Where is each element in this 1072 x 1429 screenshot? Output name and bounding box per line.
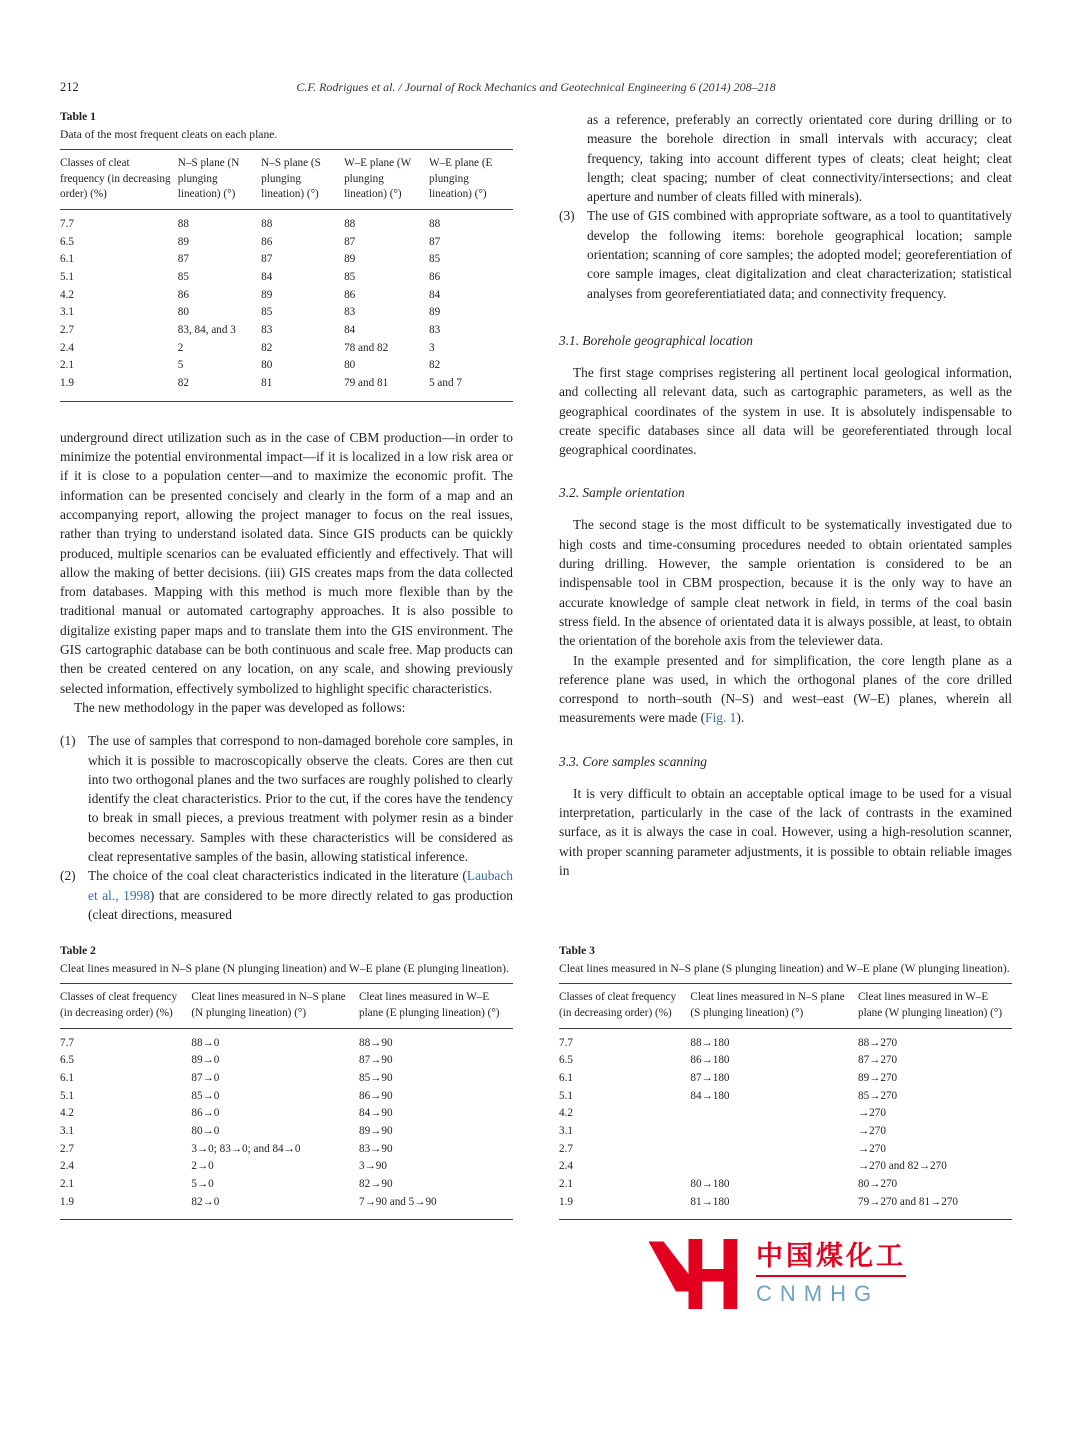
table-cell: 2.7 — [60, 1142, 74, 1155]
page-header — [60, 80, 1012, 95]
list-item-1 — [60, 731, 513, 866]
list-item-3 — [559, 206, 1012, 302]
text-fragment: ). — [736, 710, 745, 726]
table-cell: 82 — [177, 377, 189, 390]
table-cell: 85→270 — [857, 1089, 898, 1102]
paragraph: underground direct utilization such as in the case of CBM production—in order to minimize the potential environmental impact—if it is localized in a low risk area or if it is close to a population center—and to maximize the economic profit. The information can be presented concisely and clearly in the form of a map and an accompanying report, allowing the project manager to focus on the real issues, rather than trying to understand isolated data. Since GIS products can be quickly produced, multiple scenarios can be evaluated efficiently and effectively. That will allow the making of better decisions. (iii) GIS creates maps from the data collected from databases. Mapping with this method is much more flexible than by the traditional manual or automated cartography approaches. It is also possible to digitalize existing paper maps and to translate them into the GIS environment. The GIS cartographic database can be both continuous and scale free. Map products can then be created centered on any location, on any scale, and showing previously selected information, effectively symbolized to highlight specific characteristics. — [60, 429, 513, 696]
table-cell: 1.9 — [559, 1195, 573, 1208]
table-cell: 7.7 — [60, 1036, 74, 1049]
page-number: 212 — [60, 80, 79, 94]
column-header: Classes of cleat frequency (in decreasing order) (%) — [60, 150, 178, 210]
table-cell: 6.5 — [559, 1054, 573, 1067]
table3 — [559, 983, 1012, 1220]
watermark-logo-icon — [646, 1236, 746, 1312]
text-fragment: In the example presented and for simplification, the core length plane as a reference plane was used, in which the orthogonal planes of the core drilled correspond to north–south (N–S) and west–east (W–E) planes, wherein all measurements were made ( — [559, 652, 1012, 726]
table-cell: 87→90 — [358, 1054, 393, 1067]
table-cell: 85→90 — [358, 1071, 393, 1084]
citation-link-laubach[interactable]: Laubach et al., 1998 — [88, 868, 513, 903]
column-header: N–S plane (N plunging lineation) (°) — [178, 150, 261, 210]
table-cell: 6.5 — [60, 235, 74, 248]
table-row — [60, 1070, 513, 1088]
list-item-text: The use of GIS combined with appropriate software, as a tool to quantitatively develop the following items: borehole geographical location; sample orientation; scanning of core samples; the adopted model; georeferentiation of core sample images, cleat digitalization and cleat characterization; statistical analyses from georeferentiatiated data; and connectivity frequency. — [587, 208, 1012, 301]
table-cell: 87 — [261, 253, 273, 266]
table-cell: 3→0; 83→0; and 84→0 — [191, 1142, 301, 1155]
table-cell: 86 — [261, 235, 273, 248]
section-heading-3-1: 3.1. Borehole geographical location — [559, 332, 754, 348]
table-cell: 85→0 — [191, 1089, 220, 1102]
right-column — [559, 110, 1012, 924]
table-row — [60, 1194, 513, 1220]
table-row — [60, 322, 513, 340]
table-cell: 85 — [177, 271, 189, 284]
column-header: Cleat lines measured in N–S plane (N plunging lineation) (°) — [191, 984, 359, 1028]
column-header: Cleat lines measured in W–E plane (W plunging lineation) (°) — [858, 984, 1012, 1028]
list-number: (2) — [60, 868, 76, 884]
list-item-2 — [60, 866, 513, 924]
table-row — [559, 1194, 1012, 1220]
list-number: (1) — [60, 733, 76, 749]
table-cell: 80→180 — [690, 1178, 730, 1190]
table-header-row — [60, 984, 513, 1028]
table-cell: 2.1 — [60, 359, 74, 372]
bottom-tables — [60, 944, 1012, 1246]
table-row — [60, 210, 513, 234]
table-cell: 87→0 — [191, 1071, 220, 1084]
list-item-text: The use of samples that correspond to non-damaged borehole core samples, in which it is possible to macroscopically observe the cleats. Cores are then cut into two orthogonal planes and the two surfaces are roughly polished to clearly identify the cleat characteristics. Prior to the cut, if the cores have the tendency to break in small pieces, a previous treatment with polymer resin as a binder becomes necessary. Samples with these characteristics will be considered as cleat representative samples of the basin, allowing statistical inference. — [88, 733, 513, 865]
table-cell: 87→180 — [690, 1071, 730, 1084]
table-cell: 87 — [429, 235, 441, 248]
table-cell: 84→180 — [690, 1089, 730, 1102]
table-cell: 6.1 — [60, 1071, 74, 1084]
table-cell: 89→90 — [358, 1124, 393, 1137]
table-cell: 87 — [344, 235, 356, 248]
table-cell: →270 and 82→270 — [857, 1160, 947, 1173]
text-fragment: ) that are considered to be more directly related to gas production (cleat directions, measured — [88, 887, 513, 922]
column-header: Classes of cleat frequency (in decreasing order) (%) — [559, 984, 690, 1028]
table3-column — [559, 944, 1012, 1246]
table-row — [559, 1176, 1012, 1194]
table-cell: 6.1 — [559, 1071, 573, 1084]
section-heading-3-3: 3.3. Core samples scanning — [559, 753, 707, 769]
table-cell: 85 — [429, 253, 441, 266]
table2-caption: Cleat lines measured in N–S plane (N plunging lineation) and W–E plane (E plunging lineation). — [60, 962, 509, 976]
table2-label: Table 2 — [60, 944, 96, 958]
table-cell: 7.7 — [559, 1036, 573, 1049]
table-cell: 3.1 — [559, 1124, 573, 1137]
table-cell: 81→180 — [690, 1195, 730, 1208]
table-row — [60, 251, 513, 269]
table-cell: 5→0 — [191, 1178, 214, 1190]
watermark — [646, 1236, 906, 1312]
table-row — [60, 1088, 513, 1106]
table-row — [60, 1158, 513, 1176]
table-cell — [690, 1141, 858, 1159]
table-cell: 82→0 — [191, 1195, 220, 1208]
table-cell: 88→180 — [690, 1036, 730, 1049]
list-number: (3) — [559, 208, 575, 224]
table-cell — [690, 1105, 858, 1123]
table-cell: 89 — [177, 235, 189, 248]
table-cell: 2 — [177, 341, 184, 354]
table-row — [559, 1028, 1012, 1052]
table-cell: 88→270 — [857, 1036, 898, 1049]
page-content — [60, 110, 1012, 1246]
table-row — [559, 1105, 1012, 1123]
table-cell: 84→90 — [358, 1107, 393, 1120]
table-cell: 79 and 81 — [344, 377, 389, 390]
table-cell: 5 and 7 — [429, 377, 462, 390]
table-cell: 85 — [261, 306, 273, 319]
table-cell: 1.9 — [60, 377, 74, 390]
table-cell: 80 — [261, 359, 273, 372]
table-cell: 80 — [344, 359, 356, 372]
table-cell: 2.7 — [559, 1142, 573, 1155]
list-item-2-continuation: as a reference, preferably an correctly orientated core during drilling or to measure the borehole direction in small intervals with accuracy; cleat frequency, taking into account different types of cleats; cleat height; cleat length; cleat spacing; number of cleat connectivity/intersections; and cleat aperture and number of cleats filled with minerals). — [587, 112, 1012, 205]
table-cell: 80→0 — [191, 1124, 220, 1137]
table-cell: 82→90 — [358, 1178, 393, 1190]
column-header: N–S plane (S plunging lineation) (°) — [261, 150, 344, 210]
table-cell: 86 — [344, 288, 356, 301]
main-columns — [60, 110, 1012, 924]
column-header: W–E plane (W plunging lineation) (°) — [344, 150, 429, 210]
watermark-chinese-text: 中国煤化工 — [756, 1242, 906, 1277]
table2 — [60, 983, 513, 1220]
table-row — [60, 287, 513, 305]
column-header: Cleat lines measured in W–E plane (E plunging lineation) (°) — [359, 984, 513, 1028]
table-row — [559, 1088, 1012, 1106]
table-cell: 2.4 — [60, 341, 74, 354]
table2-column — [60, 944, 513, 1246]
table-header-row — [559, 984, 1012, 1028]
table-row — [559, 1123, 1012, 1141]
table-cell — [690, 1158, 858, 1176]
table-row — [559, 1070, 1012, 1088]
table1 — [60, 149, 513, 402]
table-cell: 1.9 — [60, 1195, 74, 1208]
table-cell: 87 — [177, 253, 189, 266]
table-row — [60, 1123, 513, 1141]
section-heading-3-2: 3.2. Sample orientation — [559, 485, 685, 501]
table-cell: 84 — [344, 324, 356, 337]
table-cell: 88→90 — [358, 1036, 393, 1049]
table1-label: Table 1 — [60, 110, 96, 123]
table-row — [559, 1158, 1012, 1176]
table-cell: 2→0 — [191, 1160, 214, 1173]
table-row — [60, 1105, 513, 1123]
table3-block — [559, 944, 1012, 1220]
table-row — [60, 1176, 513, 1194]
table-cell: 4.2 — [60, 288, 74, 301]
text-fragment: The choice of the coal cleat characteristics indicated in the literature ( — [88, 868, 467, 884]
table3-caption: Cleat lines measured in N–S plane (S plunging lineation) and W–E plane (W plunging lineation). — [559, 962, 1010, 976]
table-cell: 85 — [344, 271, 356, 284]
table-cell: 2.7 — [60, 324, 74, 337]
table-cell: 2.4 — [60, 1160, 74, 1173]
table-cell: 2.1 — [60, 1178, 74, 1190]
table-cell: 2.4 — [559, 1160, 573, 1173]
list-item-text — [88, 868, 513, 922]
table-cell: 83 — [429, 324, 441, 337]
table-cell: 86 — [177, 288, 189, 301]
table-row — [60, 269, 513, 287]
figure-link-fig1[interactable]: Fig. 1 — [705, 710, 737, 726]
table-cell: 89 — [344, 253, 356, 266]
table-cell: 84 — [429, 288, 441, 301]
table-row — [60, 234, 513, 252]
table-row — [60, 1028, 513, 1052]
table-cell: 2.1 — [559, 1178, 573, 1190]
table-cell — [690, 1123, 858, 1141]
table-cell: 88 — [261, 218, 273, 231]
table-row — [60, 340, 513, 358]
table-cell: 86 — [429, 271, 441, 284]
table-cell: 5.1 — [60, 271, 74, 284]
table-cell: 83 — [261, 324, 273, 337]
table-cell: 79→270 and 81→270 — [857, 1195, 959, 1208]
table-cell: 5.1 — [559, 1089, 573, 1102]
table-cell: 88→0 — [191, 1036, 220, 1049]
table-row — [559, 1052, 1012, 1070]
table-row — [60, 357, 513, 375]
column-header: Classes of cleat frequency (in decreasing order) (%) — [60, 984, 191, 1028]
table-cell: 3.1 — [60, 306, 74, 319]
paragraph: The first stage comprises registering all pertinent local geological information, and collecting all relevant data, such as cartographic parameters, as well as the geographical coordinates of the system in use. It is absolutely indispensable to create specific databases since all data will be georeferentiated through local geographical coordinates. — [559, 364, 1012, 458]
table-cell: 4.2 — [559, 1107, 573, 1120]
paragraph — [559, 651, 1012, 728]
table-cell: 3→90 — [358, 1160, 387, 1173]
table-cell: 6.5 — [60, 1054, 74, 1067]
table-cell: 89 — [261, 288, 273, 301]
table3-label: Table 3 — [559, 944, 595, 958]
table-cell: 83→90 — [358, 1142, 393, 1155]
table2-block — [60, 944, 513, 1220]
table-cell: 5.1 — [60, 1089, 74, 1102]
table-cell: 80 — [177, 306, 189, 319]
table-cell: 84 — [261, 271, 273, 284]
table-cell: →270 — [857, 1107, 886, 1120]
table-header-row — [60, 150, 513, 210]
paragraph: It is very difficult to obtain an acceptable optical image to be used for a visual interpretation, particularly in the case of the lack of contrasts in the examined surface, as it is always the case in coal. However, using a high-resolution scanner, with proper scanning parameter adjustments, it is possible to obtain reliable images in — [559, 785, 1012, 878]
table-cell: 5 — [177, 359, 184, 372]
table-cell: 7.7 — [60, 218, 74, 231]
table-row — [60, 1141, 513, 1159]
table-row — [559, 1141, 1012, 1159]
table-row — [60, 375, 513, 401]
table-cell: 86→180 — [690, 1054, 730, 1067]
table-cell: 81 — [261, 377, 273, 390]
table-row — [60, 1052, 513, 1070]
table-cell: 86→0 — [191, 1107, 220, 1120]
paragraph: The new methodology in the paper was developed as follows: — [74, 699, 406, 715]
table-cell: 7→90 and 5→90 — [358, 1195, 437, 1208]
watermark-text — [756, 1236, 906, 1307]
left-column — [60, 110, 513, 924]
running-title: C.F. Rodrigues et al. / Journal of Rock Mechanics and Geotechnical Engineering 6 (2014) 208–218 — [296, 80, 776, 94]
table-cell: 88 — [429, 218, 441, 231]
table-cell: 89→0 — [191, 1054, 220, 1067]
table-cell: 83 — [344, 306, 356, 319]
table-cell: 86→90 — [358, 1089, 393, 1102]
table-cell: 82 — [261, 341, 273, 354]
table-cell: 83, 84, and 3 — [177, 324, 236, 337]
table-cell: →270 — [857, 1142, 886, 1155]
table1-block — [60, 110, 513, 402]
table-cell: 87→270 — [857, 1054, 898, 1067]
table1-caption: Data of the most frequent cleats on each plane. — [60, 128, 278, 141]
watermark-latin-text: CNMHG — [756, 1280, 880, 1306]
table-cell: 3 — [429, 341, 435, 354]
table-cell: 4.2 — [60, 1107, 74, 1120]
column-header: Cleat lines measured in N–S plane (S plunging lineation) (°) — [690, 984, 858, 1028]
table-cell: 89→270 — [857, 1071, 898, 1084]
table-cell: 88 — [177, 218, 189, 231]
table-cell: →270 — [857, 1124, 886, 1137]
table-cell: 80→270 — [857, 1178, 898, 1190]
table-cell: 88 — [344, 218, 356, 231]
column-header: W–E plane (E plunging lineation) (°) — [429, 150, 513, 210]
table-cell: 6.1 — [60, 253, 74, 266]
table-cell: 89 — [429, 306, 441, 319]
table-row — [60, 304, 513, 322]
table-cell: 78 and 82 — [344, 341, 389, 354]
paragraph: The second stage is the most difficult to be systematically investigated due to high costs and time-consuming procedures needed to obtain orientated samples during drilling. However, the sample orientation is considered to be an indispensable tool in CBM prospection, because it is the only way to have an accurate knowledge of sample cleat network in field, in terms of the coal basin stress field. In the absence of orientated data it is always possible, at least, to obtain the orientation of the borehole axis from the televiewer data. — [559, 517, 1012, 649]
table-cell: 82 — [429, 359, 441, 372]
table-cell: 3.1 — [60, 1124, 74, 1137]
